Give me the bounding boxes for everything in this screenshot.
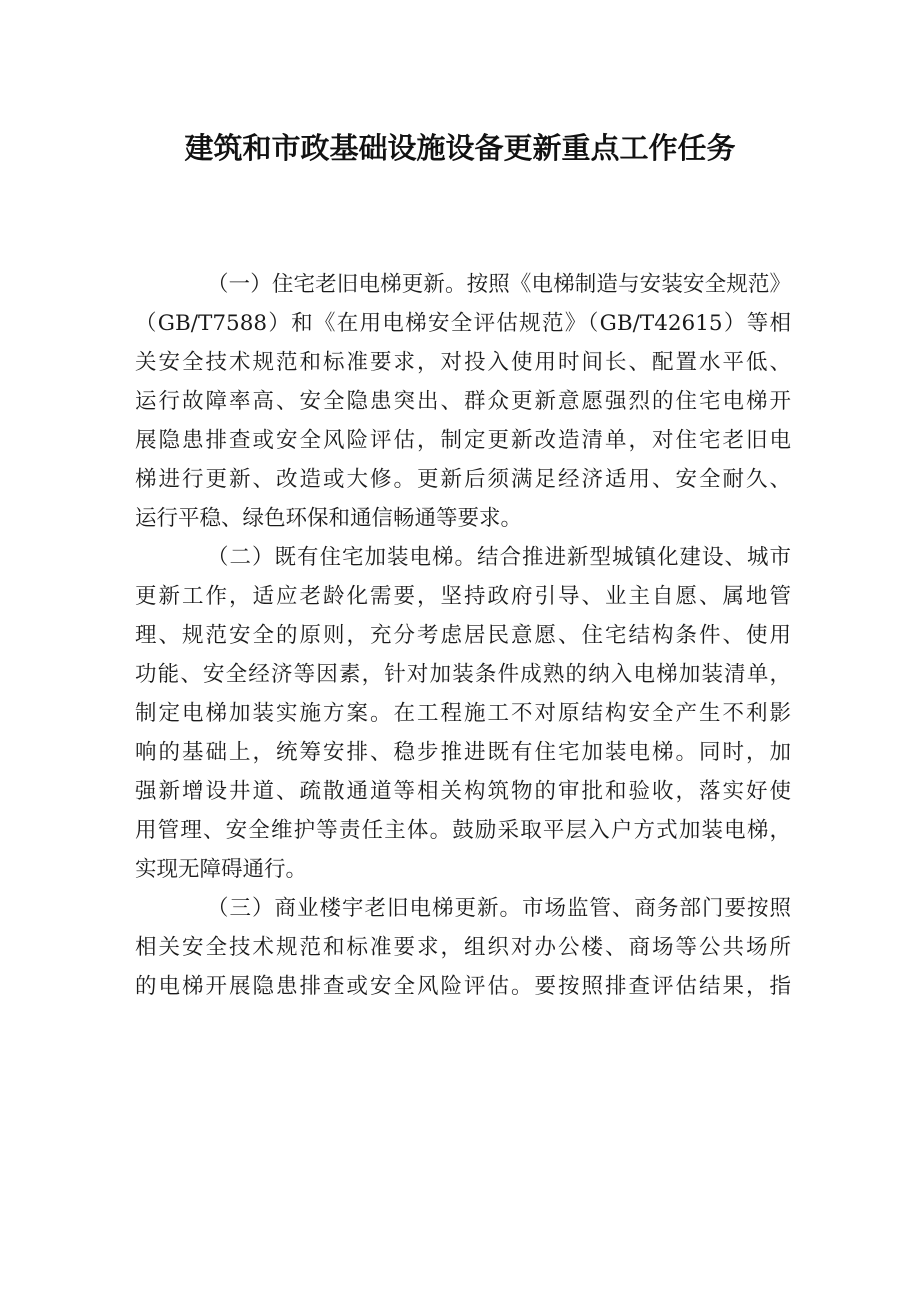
paragraph-2-line-9: 实现无障碍通行。 bbox=[135, 857, 308, 882]
paragraph-1-line-5: 展隐患排查或安全风险评估，制定更新改造清单，对住宅老旧电 bbox=[135, 428, 791, 453]
paragraph-1-line-2: （GB/T7588）和《在用电梯安全评估规范》（GB/T42615）等相 bbox=[135, 311, 791, 336]
document-title: 建筑和市政基础设施设备更新重点工作任务 bbox=[184, 131, 736, 165]
paragraph-2-line-7: 强新增设井道、疏散通道等相关构筑物的审批和验收，落实好使 bbox=[135, 779, 791, 804]
paragraph-3-line-3: 的电梯开展隐患排查或安全风险评估。要按照排查评估结果，指 bbox=[135, 974, 791, 999]
paragraph-1-line-3: 关安全技术规范和标准要求，对投入使用时间长、配置水平低、 bbox=[135, 350, 791, 375]
paragraph-1-line-6: 梯进行更新、改造或大修。更新后须满足经济适用、安全耐久、 bbox=[135, 467, 791, 492]
paragraph-3-line-2: 相关安全技术规范和标准要求，组织对办公楼、商场等公共场所 bbox=[135, 935, 791, 960]
paragraph-1-line-7: 运行平稳、绿色环保和通信畅通等要求。 bbox=[135, 506, 523, 531]
paragraph-2-line-6: 响的基础上，统筹安排、稳步推进既有住宅加装电梯。同时，加 bbox=[135, 740, 791, 765]
document-body bbox=[135, 265, 791, 1006]
paragraph-1-line-1: （一）住宅老旧电梯更新。按照《电梯制造与安装安全规范》 bbox=[207, 272, 791, 297]
paragraph-2-line-2: 更新工作，适应老龄化需要，坚持政府引导、业主自愿、属地管 bbox=[135, 584, 791, 609]
paragraph-1-line-4: 运行故障率高、安全隐患突出、群众更新意愿强烈的住宅电梯开 bbox=[135, 389, 791, 414]
paragraph-2-line-1: （二）既有住宅加装电梯。结合推进新型城镇化建设、城市 bbox=[207, 545, 791, 570]
paragraph-2-line-8: 用管理、安全维护等责任主体。鼓励采取平层入户方式加装电梯， bbox=[135, 818, 791, 843]
paragraph-2-line-4: 功能、安全经济等因素，针对加装条件成熟的纳入电梯加装清单， bbox=[135, 662, 791, 687]
paragraph-2-line-5: 制定电梯加装实施方案。在工程施工不对原结构安全产生不利影 bbox=[135, 701, 791, 726]
paragraph-2-line-3: 理、规范安全的原则，充分考虑居民意愿、住宅结构条件、使用 bbox=[135, 623, 791, 648]
paragraph-3-line-1: （三）商业楼宇老旧电梯更新。市场监管、商务部门要按照 bbox=[207, 896, 791, 921]
